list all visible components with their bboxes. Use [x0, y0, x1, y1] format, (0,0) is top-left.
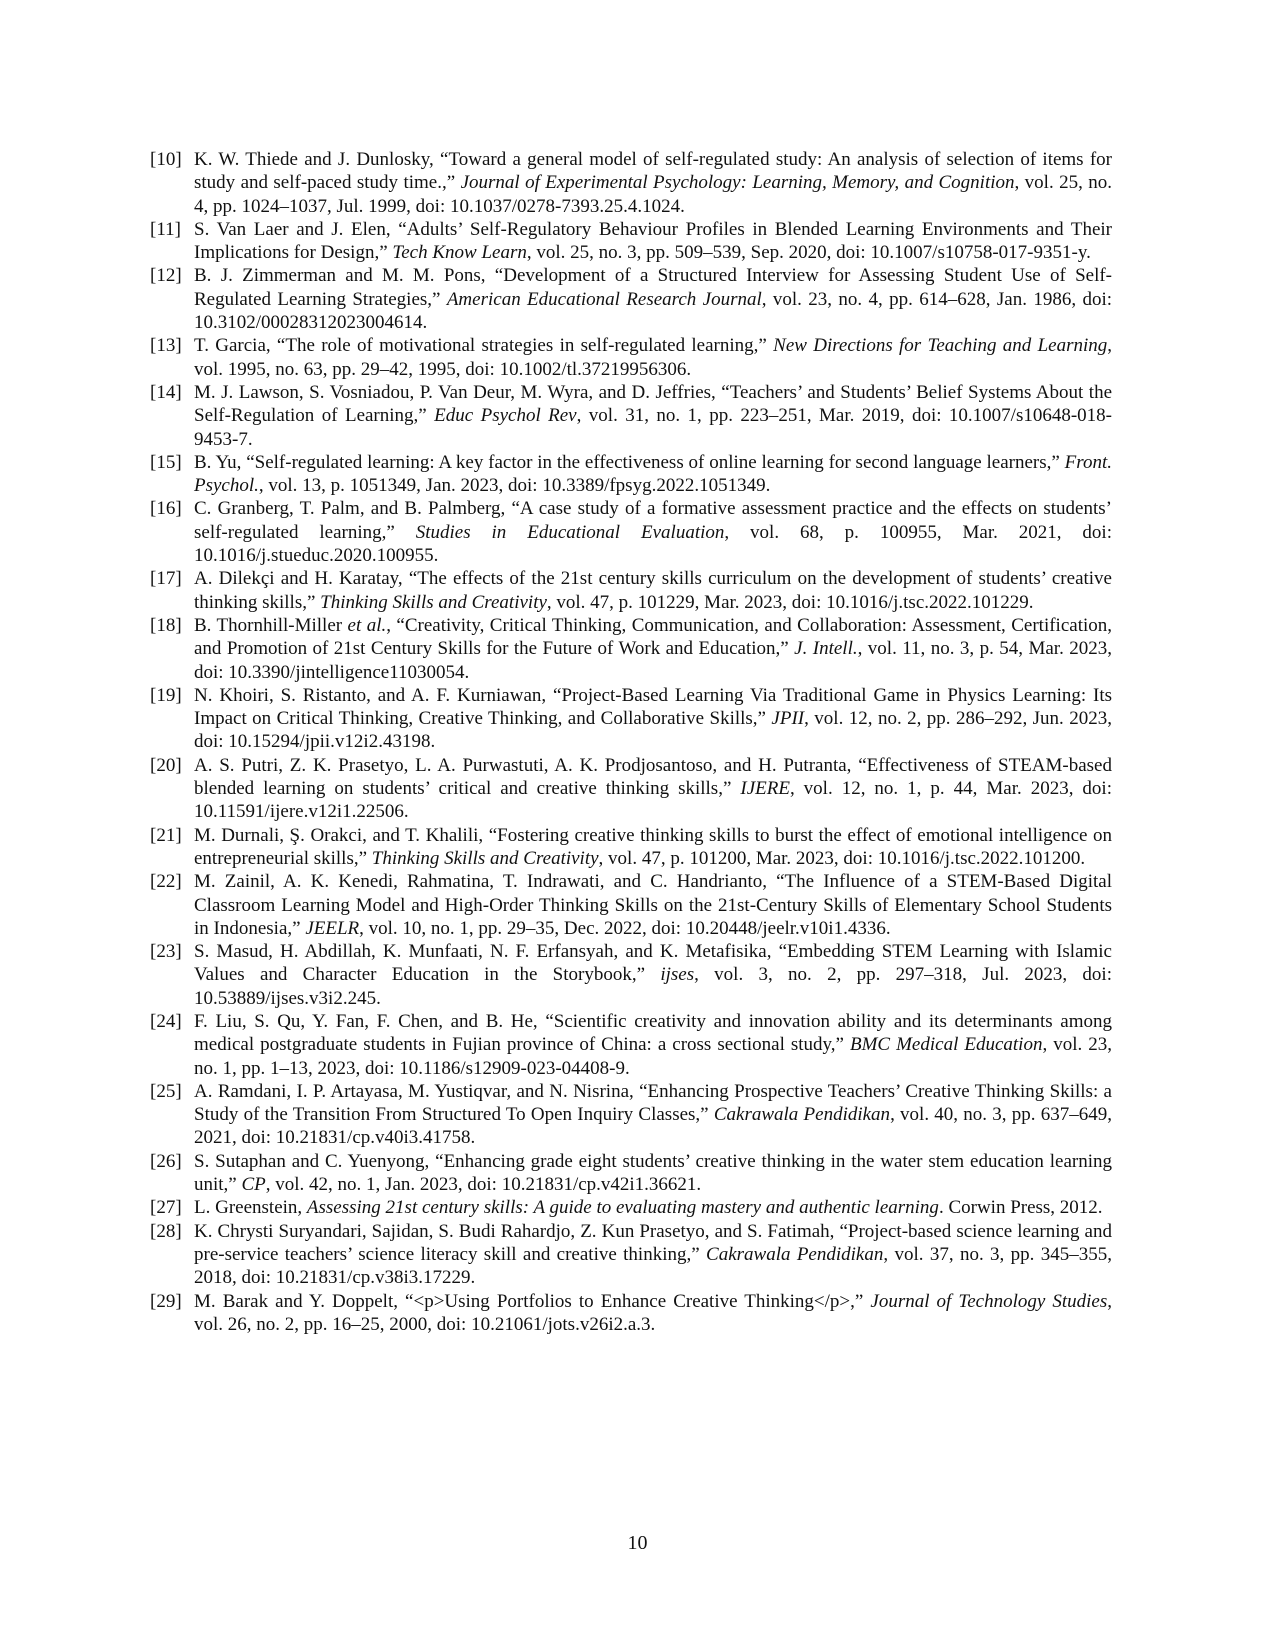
reference-segment: A. Dilekçi and H. Karatay, “The effects of the 21st century skills curriculum on the development of students’ creative thinking skills,” — [194, 568, 1112, 613]
reference-segment: C. Granberg, T. Palm, and B. Palmberg, “A case study of a formative assessment practice and the effects on students’ self-regulated learning,” — [194, 498, 1112, 543]
reference-text — [194, 1010, 1112, 1080]
reference-segment: , vol. 11, no. 3, p. 54, Mar. 2023, doi: 10.3390/jintelligence11030054. — [194, 638, 1112, 683]
reference-segment: A. S. Putri, Z. K. Prasetyo, L. A. Purwastuti, A. K. Prodjosantoso, and H. Putranta, “Effectiveness of STEAM-based blended learning on students’ critical and creative thinking skills,” — [194, 754, 1112, 800]
reference-segment: B. J. Zimmerman and M. M. Pons, “Development of a Structured Interview for Assessing Student Use of Self-Regulated Learning Strategies,” — [194, 265, 1112, 310]
reference-segment: , vol. 12, no. 1, p. 44, Mar. 2023, doi: 10.11591/ijere.v12i1.22506. — [194, 778, 1112, 823]
reference-segment: M. Durnali, Ş. Orakci, and T. Khalili, “Fostering creative thinking skills to burst the effect of emotional intelligence on entrepreneurial skills,” — [194, 824, 1112, 869]
page-number: 10 — [627, 1532, 648, 1554]
reference-segment: , vol. 31, no. 1, pp. 223–251, Mar. 2019, doi: 10.1007/s10648-018-9453-7. — [194, 405, 1112, 450]
reference-segment: M. Zainil, A. K. Kenedi, Rahmatina, T. Indrawati, and C. Handrianto, “The Influence of a STEM-Based Digital Classroom Learning Model and High-Order Thinking Skills on the 21st-Century Skills of Elementary School Students in Indonesia,” — [194, 871, 1112, 939]
reference-italic-segment: IJERE — [740, 778, 790, 800]
reference-number: [26] — [150, 1150, 182, 1172]
reference-number: [25] — [150, 1080, 182, 1102]
reference-italic-segment: CP — [241, 1174, 266, 1196]
reference-text — [194, 381, 1112, 451]
reference-italic-segment: Front. Psychol. — [194, 451, 1112, 497]
reference-number: [16] — [150, 498, 182, 520]
reference-item — [150, 567, 1112, 614]
reference-segment: , vol. 26, no. 2, pp. 16–25, 2000, doi: 10.21061/jots.v26i2.a.3. — [194, 1290, 1113, 1335]
reference-number: [12] — [150, 265, 182, 287]
reference-text — [194, 334, 1112, 381]
reference-item — [150, 614, 1112, 684]
reference-item — [150, 264, 1112, 334]
reference-segment: M. J. Lawson, S. Vosniadou, P. Van Deur, M. Wyra, and D. Jeffries, “Teachers’ and Students’ Belief Systems About the Self-Regulation of Learning,” — [194, 381, 1112, 427]
reference-segment: , vol. 23, no. 4, pp. 614–628, Jan. 1986, doi: 10.3102/00028312023004614. — [194, 288, 1113, 334]
reference-segment: A. Ramdani, I. P. Artayasa, M. Yustiqvar, and N. Nisrina, “Enhancing Prospective Teachers’ Creative Thinking Skills: a Study of the Transition From Structured To Open Inquiry Classes,” — [194, 1080, 1112, 1126]
reference-item — [150, 1080, 1112, 1150]
reference-list — [150, 148, 1112, 1336]
reference-segment: , vol. 25, no. 3, pp. 509–539, Sep. 2020, doi: 10.1007/s10758-017-9351-y. — [526, 242, 1091, 264]
reference-number: [19] — [150, 684, 182, 706]
reference-segment: , vol. 37, no. 3, pp. 345–355, 2018, doi: 10.21831/cp.v38i3.17229. — [194, 1243, 1112, 1289]
reference-item — [150, 381, 1112, 451]
reference-italic-segment: JEELR — [305, 917, 360, 939]
reference-text — [194, 264, 1112, 334]
reference-number: [23] — [150, 941, 182, 963]
reference-item — [150, 824, 1112, 871]
reference-segment: S. Van Laer and J. Elen, “Adults’ Self-Regulatory Behaviour Profiles in Blended Learning Environments and Their Implications for Design,” — [194, 218, 1112, 264]
reference-segment: N. Khoiri, S. Ristanto, and A. F. Kurniawan, “Project-Based Learning Via Traditional Game in Physics Learning: Its Impact on Critical Thinking, Creative Thinking, and Collaborative Skills,” — [194, 684, 1112, 730]
reference-item — [150, 1290, 1112, 1337]
reference-item — [150, 148, 1112, 218]
reference-italic-segment: ijses — [660, 964, 695, 986]
reference-italic-segment: New Directions for Teaching and Learning — [773, 335, 1108, 357]
reference-item — [150, 1150, 1112, 1197]
reference-italic-segment: Journal of Experimental Psychology: Learning, Memory, and Cognition — [460, 172, 1015, 194]
reference-segment: , vol. 47, p. 101229, Mar. 2023, doi: 10.1016/j.tsc.2022.101229. — [546, 591, 1034, 613]
reference-segment: , vol. 3, no. 2, pp. 297–318, Jul. 2023, doi: 10.53889/ijses.v3i2.245. — [194, 964, 1112, 1009]
reference-item — [150, 684, 1112, 754]
reference-segment: F. Liu, S. Qu, Y. Fan, F. Chen, and B. He, “Scientific creativity and innovation ability and its determinants among medical postgraduate students in Fujian province of China: a cross sectional study,” — [194, 1010, 1112, 1056]
reference-segment: , vol. 25, no. 4, pp. 1024–1037, Jul. 1999, doi: 10.1037/0278-7393.25.4.1024. — [194, 172, 1113, 217]
reference-segment: , vol. 23, no. 1, pp. 1–13, 2023, doi: 10.1186/s12909-023-04408-9. — [194, 1034, 1112, 1079]
reference-number: [11] — [150, 218, 181, 240]
reference-item — [150, 1196, 1112, 1219]
reference-text — [194, 870, 1112, 940]
reference-number: [10] — [150, 149, 182, 170]
reference-segment: , vol. 42, no. 1, Jan. 2023, doi: 10.21831/cp.v42i1.36621. — [265, 1174, 702, 1196]
reference-segment: B. Thornhill-Miller — [194, 614, 348, 636]
reference-text — [194, 824, 1112, 871]
reference-number: [28] — [150, 1220, 182, 1242]
reference-italic-segment: Tech Know Learn — [392, 242, 527, 264]
reference-text — [194, 684, 1112, 754]
reference-number: [15] — [150, 451, 182, 473]
reference-segment: S. Sutaphan and C. Yuenyong, “Enhancing grade eight students’ creative thinking in the water stem education learning unit,” — [194, 1150, 1112, 1196]
reference-text — [194, 148, 1112, 218]
reference-text — [194, 567, 1112, 614]
reference-segment: L. Greenstein, — [194, 1197, 307, 1219]
reference-text — [194, 614, 1112, 684]
reference-italic-segment: Cakrawala Pendidikan — [713, 1104, 891, 1126]
reference-italic-segment: J. Intell. — [794, 638, 858, 660]
reference-segment: , vol. 47, p. 101200, Mar. 2023, doi: 10.1016/j.tsc.2022.101200. — [598, 847, 1086, 869]
reference-italic-segment: et al. — [347, 614, 387, 636]
reference-number: [18] — [150, 614, 182, 636]
reference-number: [20] — [150, 754, 182, 776]
reference-segment: , vol. 13, p. 1051349, Jan. 2023, doi: 10.3389/fpsyg.2022.1051349. — [258, 475, 771, 497]
reference-text — [194, 940, 1112, 1010]
reference-text — [194, 218, 1112, 265]
reference-segment: , vol. 1995, no. 63, pp. 29–42, 1995, doi: 10.1002/tl.37219956306. — [194, 335, 1113, 380]
reference-italic-segment: JPII — [771, 708, 805, 730]
reference-segment: S. Masud, H. Abdillah, K. Munfaati, N. F. Erfansyah, and K. Metafisika, “Embedding STEM Learning with Islamic Values and Character Education in the Storybook,” — [194, 941, 1112, 986]
reference-item — [150, 451, 1112, 498]
reference-italic-segment: Educ Psychol Rev — [434, 405, 577, 427]
reference-text — [194, 1080, 1112, 1150]
reference-item — [150, 497, 1112, 567]
reference-italic-segment: Cakrawala Pendidikan — [706, 1243, 884, 1265]
reference-text — [194, 1150, 1112, 1197]
reference-text — [194, 1196, 1112, 1219]
reference-text — [194, 1290, 1112, 1337]
reference-segment: , vol. 40, no. 3, pp. 637–649, 2021, doi: 10.21831/cp.v40i3.41758. — [194, 1104, 1112, 1149]
reference-italic-segment: Journal of Technology Studies — [870, 1290, 1108, 1312]
reference-segment: , vol. 68, p. 100955, Mar. 2021, doi: 10.1016/j.stueduc.2020.100955. — [194, 521, 1112, 567]
reference-segment: B. Yu, “Self-regulated learning: A key factor in the effectiveness of online learning for second language learners,” — [194, 451, 1065, 473]
reference-italic-segment: Thinking Skills and Creativity — [320, 591, 547, 613]
reference-italic-segment: BMC Medical Education — [849, 1034, 1043, 1056]
reference-text — [194, 497, 1112, 567]
reference-item — [150, 218, 1112, 265]
reference-item — [150, 940, 1112, 1010]
reference-number: [29] — [150, 1290, 182, 1312]
reference-number: [22] — [150, 871, 182, 893]
reference-text — [194, 754, 1112, 824]
reference-item — [150, 334, 1112, 381]
reference-segment: M. Barak and Y. Doppelt, “<p>Using Portfolios to Enhance Creative Thinking</p>,” — [194, 1290, 871, 1312]
reference-number: [27] — [150, 1197, 182, 1219]
reference-segment: , vol. 10, no. 1, pp. 29–35, Dec. 2022, doi: 10.20448/jeelr.v10i1.4336. — [359, 917, 891, 939]
reference-italic-segment: Assessing 21st century skills: A guide to evaluating mastery and authentic learning — [306, 1197, 939, 1219]
reference-item — [150, 1220, 1112, 1290]
reference-text — [194, 451, 1112, 498]
reference-segment: K. Chrysti Suryandari, Sajidan, S. Budi Rahardjo, Z. Kun Prasetyo, and S. Fatimah, “Project-based science learning and pre-service teachers’ science literacy skill and creative thinking,” — [194, 1220, 1112, 1265]
reference-number: [14] — [150, 381, 182, 403]
reference-italic-segment: Studies in Educational Evaluation — [415, 521, 725, 543]
reference-segment: T. Garcia, “The role of motivational strategies in self-regulated learning,” — [194, 335, 774, 357]
reference-number: [17] — [150, 568, 182, 590]
reference-number: [21] — [150, 824, 182, 846]
reference-italic-segment: Thinking Skills and Creativity — [371, 847, 599, 869]
reference-segment: , vol. 12, no. 2, pp. 286–292, Jun. 2023, doi: 10.15294/jpii.v12i2.43198. — [194, 708, 1112, 753]
reference-italic-segment: American Educational Research Journal — [446, 288, 762, 310]
reference-segment: K. W. Thiede and J. Dunlosky, “Toward a general model of self-regulated study: An analysis of selection of items for study and self-paced study time.,” — [194, 149, 1112, 194]
reference-item — [150, 870, 1112, 940]
reference-number: [13] — [150, 335, 182, 357]
reference-segment: , “Creativity, Critical Thinking, Communication, and Collaboration: Assessment, Certification, and Promotion of 21st Century Skills for the Future of Work and Education,” — [194, 614, 1113, 660]
reference-item — [150, 754, 1112, 824]
reference-number: [24] — [150, 1010, 182, 1032]
reference-item — [150, 1010, 1112, 1080]
reference-segment: . Corwin Press, 2012. — [938, 1197, 1103, 1219]
reference-text — [194, 1220, 1112, 1290]
